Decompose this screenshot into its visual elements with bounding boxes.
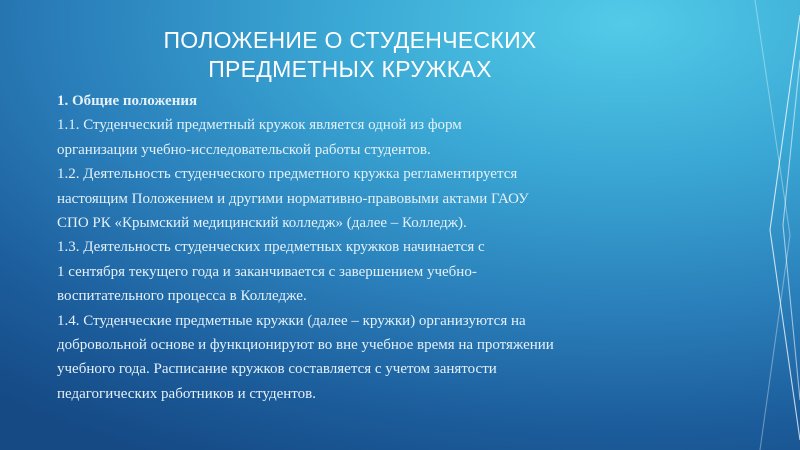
- body-line: педагогических работников и студентов.: [57, 385, 316, 402]
- slide-title-line-2: ПРЕДМЕТНЫХ КРУЖКАХ: [208, 56, 492, 82]
- deco-line-1: [770, 15, 800, 440]
- body-line: настоящим Положением и другими нормативно-правовыми актами ГАОУ: [57, 190, 529, 207]
- body-line: 1.4. Студенческие предметные кружки (далее – кружки) организуются на: [57, 312, 526, 329]
- slide-title: [70, 26, 630, 84]
- body-line: 1.3. Деятельность студенческих предметных кружков начинается с: [57, 239, 485, 256]
- slide-title-line-1: ПОЛОЖЕНИЕ О СТУДЕНЧЕСКИХ: [163, 27, 537, 53]
- body-line: добровольной основе и функционируют во вне учебное время на протяжении: [57, 337, 554, 354]
- body-line: 1.1. Студенческий предметный кружок является одной из форм: [57, 117, 462, 134]
- deco-line-3: [755, 0, 790, 450]
- slide-body-text: [57, 89, 647, 406]
- section-heading: 1. Общие положения: [57, 93, 198, 109]
- body-line: учебного года. Расписание кружков составляется с учетом занятости: [57, 361, 497, 378]
- body-line: 1 сентября текущего года и заканчивается с завершением учебно-: [57, 263, 477, 280]
- body-line: организации учебно-исследовательской работы студентов.: [57, 141, 431, 158]
- body-line: 1.2. Деятельность студенческого предметного кружка регламентируется: [57, 166, 518, 183]
- body-line: воспитательного процесса в Колледже.: [57, 288, 307, 305]
- body-line: СПО РК «Крымский медицинский колледж» (далее – Колледж).: [57, 215, 467, 232]
- deco-line-2: [783, 60, 800, 400]
